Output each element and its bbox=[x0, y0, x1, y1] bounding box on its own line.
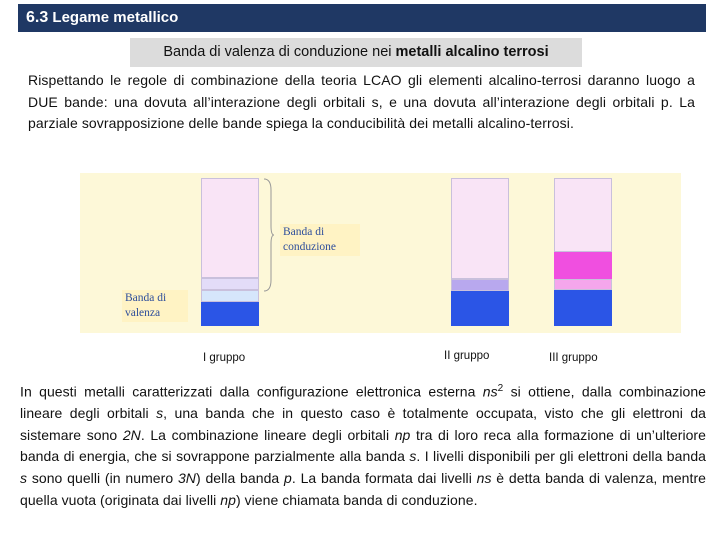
text-run-italic: s bbox=[156, 405, 164, 422]
conduction-band-label bbox=[280, 224, 360, 256]
filled-valence-segment bbox=[451, 291, 509, 326]
empty-band-segment bbox=[554, 178, 612, 252]
valence-label-line1: Banda di bbox=[125, 292, 167, 304]
band-column-group-1 bbox=[201, 178, 259, 326]
section-header bbox=[18, 4, 706, 32]
group-label-1: I gruppo bbox=[203, 352, 246, 364]
text-run-italic: np bbox=[220, 491, 236, 508]
overlap-band-segment bbox=[451, 279, 509, 291]
slide-subtitle bbox=[130, 38, 582, 67]
filled-valence-segment bbox=[554, 290, 612, 326]
text-superscript: 2 bbox=[497, 383, 504, 394]
text-run: ) della banda bbox=[195, 470, 285, 487]
text-run-italic: p bbox=[284, 470, 292, 487]
intro-paragraph: Rispettando le regole di combinazione della teoria LCAO gli elementi alcalino-terrosi daranno luogo a DUE bande: una dovuta all’interazione degli orbitali s, e una dovuta all’interazione degli orbitali p. La parziale sovrapposizione delle bande spiega la conducibilità dei metalli alcalino-terrosi. bbox=[28, 72, 695, 131]
overlap-band-segment bbox=[201, 278, 259, 290]
valence-band-label bbox=[122, 290, 188, 322]
text-run: sono quelli (in numero bbox=[27, 470, 178, 487]
subtitle-bold: metalli alcalino terrosi bbox=[395, 44, 549, 60]
valence-label-line2: valenza bbox=[125, 307, 161, 319]
text-run: , una banda che in questo caso è totalmente occupata, visto che gli elettroni da sistemare sono bbox=[20, 405, 706, 443]
conduction-brace-icon bbox=[263, 178, 275, 292]
subtitle-prefix: Banda di valenza di conduzione nei bbox=[163, 44, 396, 60]
filled-valence-segment bbox=[201, 302, 259, 326]
light-valence-segment bbox=[201, 290, 259, 302]
conduction-label-line1: Banda di bbox=[283, 226, 325, 238]
conduction-label-line2: conduzione bbox=[283, 241, 337, 253]
text-run: è detta banda di valenza, mentre quella vuota (originata dai livelli bbox=[20, 470, 706, 508]
section-number: 6.3 bbox=[26, 9, 49, 26]
text-run-italic: s bbox=[20, 470, 28, 487]
text-run-italic: ns bbox=[482, 383, 498, 400]
text-run-italic: 2N bbox=[122, 426, 141, 443]
text-run-italic: 3N bbox=[177, 470, 196, 487]
text-run: tra di loro reca alla formazione di un’ulteriore banda di energia, che si sovrappone parzialmente alla banda bbox=[20, 426, 706, 465]
text-run: . La combinazione lineare degli orbitali bbox=[140, 426, 395, 443]
section-title: Legame metallico bbox=[52, 9, 179, 26]
text-run: ) viene chiamata banda di conduzione. bbox=[235, 491, 478, 508]
empty-band-segment bbox=[201, 178, 259, 278]
band-column-group-3 bbox=[554, 178, 612, 326]
group-label-2: II gruppo bbox=[444, 350, 490, 362]
group-label-3: III gruppo bbox=[549, 352, 598, 364]
band-column-group-2 bbox=[451, 178, 509, 326]
text-run-italic: s bbox=[409, 448, 417, 465]
text-run: si ottiene, dalla combinazione lineare degli orbitali bbox=[20, 383, 706, 422]
text-run: . I livelli disponibili per gli elettroni della banda bbox=[416, 448, 706, 465]
text-run: . La banda formata dai livelli bbox=[291, 470, 477, 487]
band-diagram bbox=[80, 173, 681, 333]
partial-conduction-segment bbox=[554, 252, 612, 279]
text-run-italic: np bbox=[394, 426, 411, 443]
text-run: In questi metalli caratterizzati dalla configurazione elettronica esterna bbox=[20, 383, 483, 400]
text-run-italic: ns bbox=[476, 470, 492, 487]
light-overlap-segment bbox=[554, 279, 612, 290]
body-paragraph bbox=[20, 378, 706, 511]
empty-band-segment bbox=[451, 178, 509, 279]
